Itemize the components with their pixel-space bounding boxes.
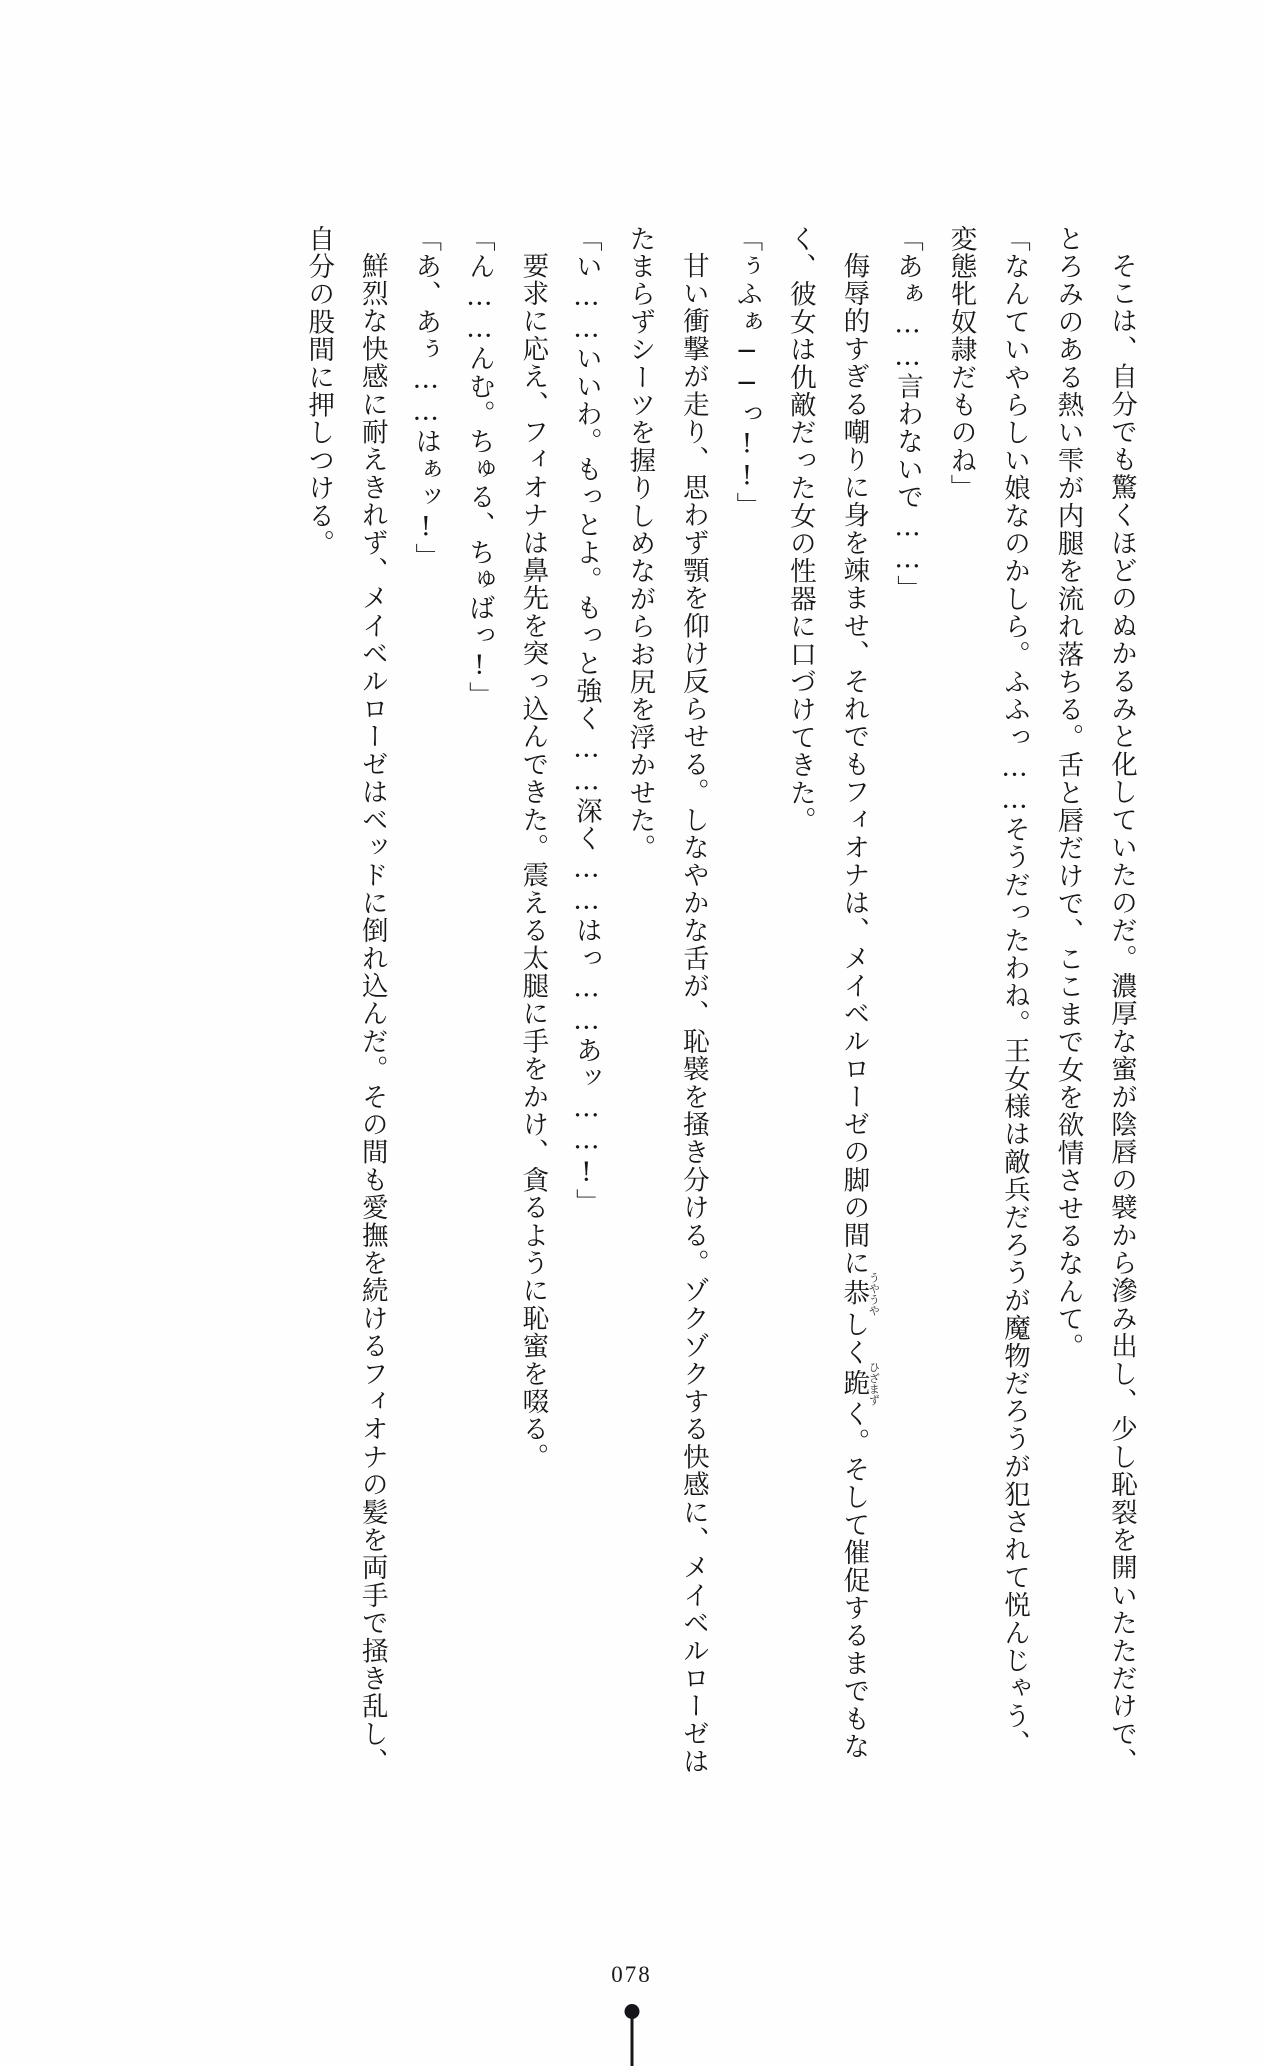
- paragraph: 甘い衝撃が走り、思わず顎を仰け反らせる。しなやかな舌が、恥襞を掻き分ける。ゾクゾクする快感に、メイベルローゼはたまらずシーツを握りしめながらお尻を浮かせた。: [624, 225, 709, 1775]
- vertical-text-body: [115, 225, 1148, 1785]
- dot-icon: [624, 2004, 639, 2019]
- page-number: 078: [611, 1962, 652, 1987]
- paragraph: 「い……いいわ。もっとよ。もっと強く……深く……はっ……あッ……!」: [570, 225, 602, 1217]
- paragraph: 鮮烈な快感に耐えきれず、メイベルローゼはベッドに倒れ込んだ。その間も愛撫を続けるフィオナの髪を両手で掻き乱し、自分の股間に押しつける。: [303, 225, 388, 1775]
- paragraph: そこは、自分でも驚くほどのぬかるみと化していたのだ。濃厚な蜜が陰唇の襞から滲み出し、少し恥裂を開いたただけで、とろみのある熱い雫が内腿を流れ落ちる。舌と唇だけで、ここまで女を欲情させるなんて。: [1052, 225, 1137, 1775]
- ruby-hizamazu: 跪ひざまず: [838, 1360, 881, 1405]
- paragraph: 「あぁ……言わないで……」: [891, 225, 923, 604]
- paragraph: 要求に応え、フィオナは鼻先を突っ込んできた。震える太腿に手をかけ、貪るように恥蜜を啜る。: [517, 251, 549, 1471]
- ruby-uyauya: 恭うやうや: [838, 1271, 881, 1316]
- vertical-rule-icon: [630, 2018, 633, 2066]
- paragraph: 侮辱的すぎる嘲りに身を竦ませ、それでもフィオナは、メイベルローゼの脚の間に恭うやうやしく跪ひざまずく。そして催促するまでもなく、彼女は仇敵だった女の性器に口づけてきた。: [784, 225, 881, 1760]
- dot-and-rule-ornament-icon: [612, 2004, 652, 2066]
- paragraph: 「なんていやらしい娘なのかしら。ふふっ……そうだったわね。王女様は敵兵だろうが魔物だろうが犯されて悦んじゃう、変態牝奴隷だものね」: [945, 225, 1030, 1758]
- paragraph: 「ん……んむ。ちゅる、ちゅばっ!」: [463, 225, 495, 710]
- paragraph: 「ぅふぁ──っ!!」: [731, 225, 763, 520]
- paragraph: 「あ、あぅ……はぁッ!」: [410, 225, 442, 571]
